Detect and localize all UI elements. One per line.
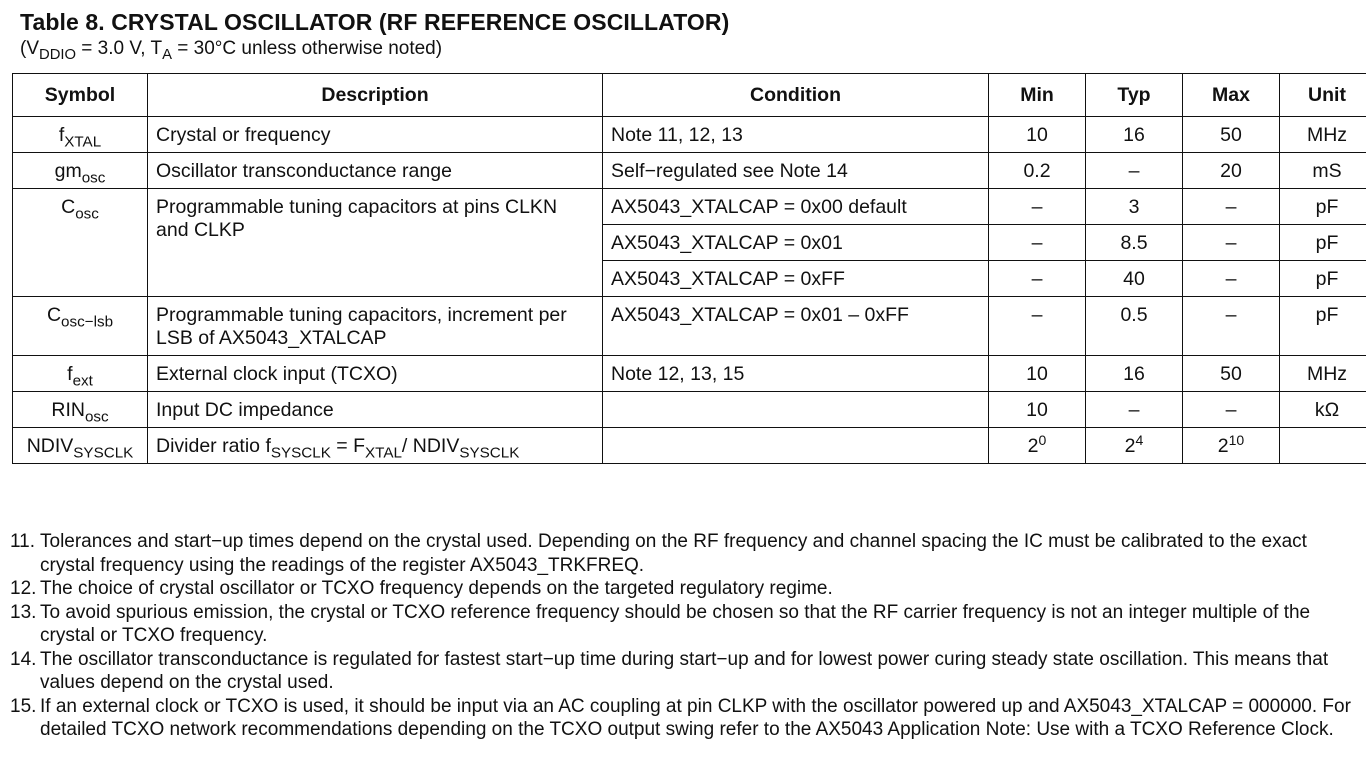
unit-cell	[1280, 428, 1366, 464]
condition-cell: AX5043_XTALCAP = 0x01	[603, 225, 989, 261]
table-row-fext	[13, 356, 1366, 392]
max-cell: $2^{10}$	[1183, 428, 1280, 464]
description-cell: External clock input (TCXO)	[148, 356, 603, 392]
max-cell: 50	[1183, 117, 1280, 153]
condition-cell: AX5043_XTALCAP = 0x01 – 0xFF	[603, 297, 989, 356]
unit-cell: pF	[1280, 297, 1366, 356]
symbol-cell: $C_{osc}$	[13, 189, 148, 297]
condition-cell: AX5043_XTALCAP = 0xFF	[603, 261, 989, 297]
typ-cell: –	[1086, 392, 1183, 428]
table-title: Table 8. CRYSTAL OSCILLATOR (RF REFERENCE OSCILLATOR)	[20, 9, 730, 35]
condition-cell	[603, 428, 989, 464]
table-subtitle: ($V_{DDIO} = 3.0$ V, $T_A = 30^\circ C$ unless otherwise noted)	[20, 38, 443, 64]
min-cell: 0.2	[989, 153, 1086, 189]
condition-cell: AX5043_XTALCAP = 0x00 default	[603, 189, 989, 225]
min-cell: $2^0$	[989, 428, 1086, 464]
max-cell: 50	[1183, 356, 1280, 392]
condition-cell: Note 11, 12, 13	[603, 117, 989, 153]
description-cell: Input DC impedance	[148, 392, 603, 428]
footnote: 14. The oscillator transconductance is regulated for fastest start−up time during start−up and for lowest power curing steady state oscillation. This means that values depend on the crystal used.	[10, 648, 1329, 693]
min-cell: 10	[989, 392, 1086, 428]
table-row-cosc	[13, 189, 1366, 225]
description-cell: Programmable tuning capacitors at pins CLKN and CLKP	[148, 189, 603, 297]
typ-cell: $2^4$	[1086, 428, 1183, 464]
document-page	[12, 8, 1357, 64]
typ-cell: –	[1086, 153, 1183, 189]
table-row-gmosc	[13, 153, 1366, 189]
max-cell: –	[1183, 297, 1280, 356]
min-cell: –	[989, 297, 1086, 356]
description-cell: Programmable tuning capacitors, increment per LSB of AX5043_XTALCAP	[148, 297, 603, 356]
min-cell: 10	[989, 356, 1086, 392]
min-cell: –	[989, 261, 1086, 297]
table-row-cosc-lsb	[13, 297, 1366, 356]
spec-table	[12, 73, 1366, 464]
header-min: Min	[989, 74, 1086, 117]
unit-cell: MHz	[1280, 356, 1366, 392]
description-cell: Divider ratio $f_{SYSCLK} = F_{XTAL}/$ $NDIV_{SYSCLK}$	[148, 428, 603, 464]
footnote: 11. Tolerances and start−up times depend on the crystal used. Depending on the RF frequency and channel spacing the IC must be calibrated to the exact crystal frequency using the readings of the register AX5043_TRKFREQ.	[10, 531, 1307, 576]
symbol-cell: $RIN_{osc}$	[13, 392, 148, 428]
unit-cell: pF	[1280, 225, 1366, 261]
header-max: Max	[1183, 74, 1280, 117]
symbol-cell: $C_{osc-lsb}$	[13, 297, 148, 356]
description-cell: Oscillator transconductance range	[148, 153, 603, 189]
condition-cell	[603, 392, 989, 428]
max-cell: –	[1183, 392, 1280, 428]
unit-cell: kΩ	[1280, 392, 1366, 428]
max-cell: –	[1183, 225, 1280, 261]
condition-cell: Self−regulated see Note 14	[603, 153, 989, 189]
footnote: 15. If an external clock or TCXO is used, it should be input via an AC coupling at pin CLKP with the oscillator powered up and AX5043_XTALCAP = 000000. For detailed TCXO network recommendations depending on the TCXO output swing refer to the AX5043 Application Note: Use with a TCXO Reference Clock.	[10, 695, 1351, 740]
description-cell: Crystal or frequency	[148, 117, 603, 153]
header-description: Description	[148, 74, 603, 117]
header-symbol: Symbol	[13, 74, 148, 117]
condition-cell: Note 12, 13, 15	[603, 356, 989, 392]
footnote: 13. To avoid spurious emission, the crystal or TCXO reference frequency should be chosen so that the RF carrier frequency is not an integer multiple of the crystal or TCXO frequency.	[10, 601, 1311, 646]
header-condition: Condition	[603, 74, 989, 117]
footnote: 12. The choice of crystal oscillator or TCXO frequency depends on the targeted regulatory regime.	[10, 578, 833, 599]
table-header-row	[13, 74, 1366, 117]
header-typ: Typ	[1086, 74, 1183, 117]
max-cell: –	[1183, 261, 1280, 297]
typ-cell: 16	[1086, 117, 1183, 153]
symbol-cell: $f_{ext}$	[13, 356, 148, 392]
max-cell: –	[1183, 189, 1280, 225]
max-cell: 20	[1183, 153, 1280, 189]
unit-cell: MHz	[1280, 117, 1366, 153]
unit-cell: pF	[1280, 261, 1366, 297]
table-row-rinosc	[13, 392, 1366, 428]
typ-cell: 0.5	[1086, 297, 1183, 356]
header-unit: Unit	[1280, 74, 1366, 117]
table-row-fxtal	[13, 117, 1366, 153]
symbol-cell: $NDIV_{SYSCLK}$	[13, 428, 148, 464]
typ-cell: 40	[1086, 261, 1183, 297]
symbol-cell: $f_{XTAL}$	[13, 117, 148, 153]
footnotes	[10, 530, 1355, 742]
typ-cell: 8.5	[1086, 225, 1183, 261]
unit-cell: mS	[1280, 153, 1366, 189]
typ-cell: 3	[1086, 189, 1183, 225]
min-cell: –	[989, 189, 1086, 225]
min-cell: 10	[989, 117, 1086, 153]
symbol-cell: $gm_{osc}$	[13, 153, 148, 189]
table-row-ndiv	[13, 428, 1366, 464]
min-cell: –	[989, 225, 1086, 261]
typ-cell: 16	[1086, 356, 1183, 392]
unit-cell: pF	[1280, 189, 1366, 225]
